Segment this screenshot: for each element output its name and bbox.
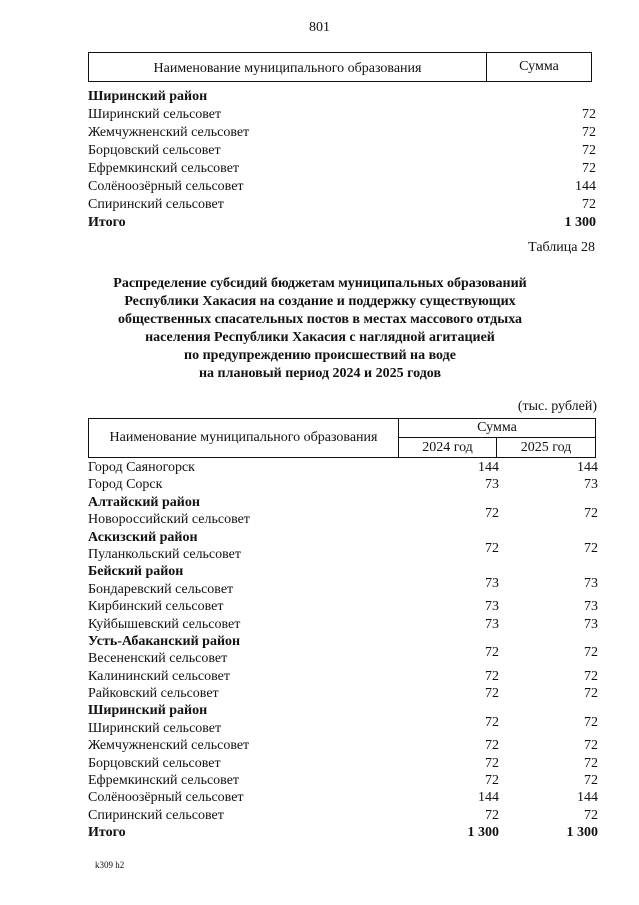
row-name: Спиринский сельсовет (88, 807, 224, 823)
row-name: Бейский район (88, 564, 184, 580)
row-value-2025: 72 (584, 645, 598, 661)
row-value: 72 (582, 161, 596, 176)
row-value: 144 (575, 179, 596, 194)
table1-total-row (88, 214, 596, 232)
row-value-2025: 72 (584, 668, 598, 684)
row-name: Солёноозёрный сельсовет (88, 179, 244, 194)
title-line: общественных спасательных постов в местах массового отдыха (117, 312, 523, 327)
page-number: 801 (309, 20, 330, 35)
row-name: Ефремкинский сельсовет (88, 161, 240, 176)
row-name: Солёноозёрный сельсовет (88, 790, 244, 806)
row-value-2024: 72 (485, 686, 499, 702)
group-heading (88, 563, 598, 580)
table2-header-year2: 2025 год (520, 439, 572, 455)
row-value-2024: 73 (485, 599, 499, 615)
table-row (88, 645, 598, 667)
row-value-2025: 144 (577, 790, 598, 806)
row-name: Алтайский район (88, 494, 200, 510)
table-row (88, 737, 598, 754)
row-name: Усть-Абаканский район (88, 633, 241, 649)
table2-header (88, 418, 596, 458)
table1-total-value: 1 300 (564, 215, 596, 230)
table-row (88, 142, 596, 160)
table1-header (88, 52, 592, 82)
units-label: (тыс. рублей) (517, 399, 597, 414)
row-value-2024: 72 (485, 540, 499, 556)
group-heading (88, 494, 598, 511)
row-name: Куйбышевский сельсовет (88, 616, 241, 632)
row-value-2025: 73 (584, 477, 598, 493)
row-value-2024: 72 (485, 645, 499, 661)
row-value-2024: 72 (485, 668, 499, 684)
table1-header-name: Наименование муниципального образования (89, 53, 487, 81)
table2-header-year1: 2024 год (399, 438, 497, 457)
row-value-2025: 72 (584, 773, 598, 789)
row-name: Ефремкинский сельсовет (88, 773, 240, 789)
table-title (90, 275, 550, 383)
row-name: Калининский сельсовет (88, 668, 230, 684)
table-row (88, 459, 598, 476)
row-value-2024: 72 (485, 738, 499, 754)
row-value-2024: 1 300 (467, 825, 499, 841)
row-name: Город Сорск (88, 477, 163, 493)
group-heading (88, 633, 598, 650)
group-heading (88, 529, 598, 546)
row-value-2025: 72 (584, 540, 598, 556)
table-row (88, 714, 598, 737)
table2-header-name: Наименование муниципального образования (89, 419, 399, 457)
table1-district (88, 88, 596, 106)
title-line: по предупреждению происшествий на воде (184, 348, 456, 363)
row-name: Ширинский район (88, 703, 208, 719)
row-value-2024: 72 (485, 755, 499, 771)
row-name: Жемчужненский сельсовет (88, 125, 250, 140)
table-row (88, 196, 596, 214)
row-name: Спиринский сельсовет (88, 197, 224, 212)
table1-district-name: Ширинский район (88, 89, 208, 104)
title-line: на плановый период 2024 и 2025 годов (198, 366, 442, 381)
table1-total-label: Итого (88, 215, 126, 230)
row-value-2024: 72 (485, 506, 499, 522)
row-name: Жемчужненский сельсовет (88, 738, 250, 754)
row-value-2025: 73 (584, 616, 598, 632)
table2-header-sum: Сумма (399, 419, 595, 438)
table-row (88, 106, 596, 124)
table-row (88, 160, 596, 178)
table-row (88, 598, 598, 615)
row-value-2025: 72 (584, 738, 598, 754)
table-row (88, 616, 598, 633)
table-row (88, 575, 598, 598)
row-value-2024: 144 (478, 460, 499, 475)
table-row (88, 178, 596, 196)
table-row (88, 824, 598, 841)
row-value-2025: 73 (584, 599, 598, 615)
row-value-2025: 72 (584, 506, 598, 522)
table-row (88, 476, 598, 493)
row-name: Ширинский сельсовет (88, 107, 222, 122)
table-number: Таблица 28 (528, 240, 595, 255)
row-name: Бондаревский сельсовет (88, 581, 234, 597)
table-row (88, 685, 598, 702)
row-value-2025: 144 (577, 460, 598, 475)
row-value-2024: 72 (485, 807, 499, 823)
row-name: Аскизский район (88, 529, 198, 545)
row-value: 72 (582, 197, 596, 212)
row-name: Пуланкольский сельсовет (88, 546, 242, 562)
row-value-2025: 1 300 (566, 825, 598, 841)
table-row (88, 772, 598, 789)
row-value-2024: 72 (485, 773, 499, 789)
title-line: Распределение субсидий бюджетам муниципальных образований (113, 276, 527, 291)
group-heading (88, 702, 598, 719)
row-name: Борцовский сельсовет (88, 755, 221, 771)
table1-body (88, 88, 596, 232)
table-row (88, 668, 598, 685)
title-line: населения Республики Хакасия с наглядной агитацией (145, 330, 495, 345)
row-value-2025: 72 (584, 755, 598, 771)
row-value-2025: 73 (584, 575, 598, 591)
row-value-2025: 72 (584, 807, 598, 823)
row-name: Ширинский сельсовет (88, 720, 222, 736)
row-name: Новороссийский сельсовет (88, 512, 250, 528)
row-name: Город Саяногорск (88, 460, 195, 475)
row-value: 72 (582, 107, 596, 122)
row-value-2025: 72 (584, 714, 598, 730)
row-value-2024: 73 (485, 477, 499, 493)
row-value-2024: 73 (485, 616, 499, 632)
row-value-2024: 72 (485, 714, 499, 730)
table-row (88, 807, 598, 824)
row-value-2025: 72 (584, 686, 598, 702)
table-row (88, 540, 598, 563)
row-name: Борцовский сельсовет (88, 143, 221, 158)
title-line: Республики Хакасия на создание и поддержку существующих (124, 294, 516, 309)
row-name: Итого (88, 825, 126, 841)
row-name: Весененский сельсовет (88, 651, 228, 667)
footer-code: k309 h2 (95, 860, 125, 870)
table1-header-sum: Сумма (519, 59, 559, 74)
row-name: Кирбинский сельсовет (88, 599, 224, 615)
row-name: Райковский сельсовет (88, 686, 219, 702)
row-value-2024: 144 (478, 790, 499, 806)
table-row (88, 789, 598, 806)
table2-body (88, 459, 598, 842)
row-value: 72 (582, 125, 596, 140)
row-value-2024: 73 (485, 575, 499, 591)
table-row (88, 755, 598, 772)
table-row (88, 506, 598, 528)
row-value: 72 (582, 143, 596, 158)
table-row (88, 124, 596, 142)
